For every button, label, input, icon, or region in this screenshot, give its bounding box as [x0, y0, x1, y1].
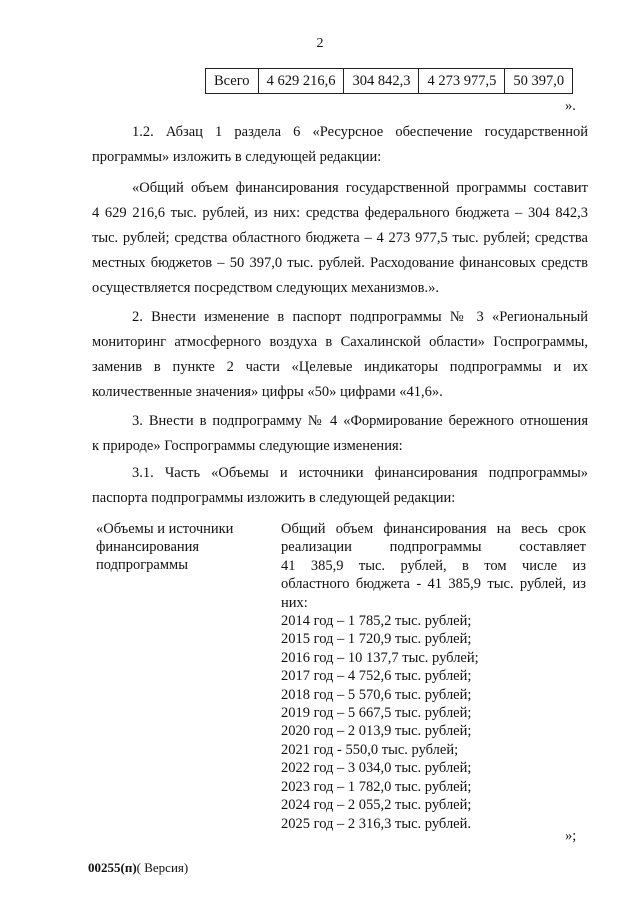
text-line: 1.2. Абзац 1 раздела 6 «Ресурсное обеспечение государственной [132, 124, 588, 140]
year-amount: 2023 год – 1 782,0 тыс. рублей; [281, 778, 472, 795]
text-line: Общий объем финансирования на весь срок [281, 521, 586, 537]
total-value: 4 629 216,6 [258, 69, 344, 94]
paragraph-3-1 [92, 461, 588, 511]
text-line: программы» изложить в следующей редакции: [92, 149, 382, 165]
year-amount: 2018 год – 5 570,6 тыс. рублей; [281, 686, 472, 703]
regional-value: 4 273 977,5 [419, 69, 505, 94]
passport-label-line: подпрограммы [96, 557, 188, 573]
document-footer [88, 860, 188, 876]
passport-label-line: «Объемы и источники [96, 521, 234, 537]
page-number: 2 [316, 36, 324, 51]
year-amount: 2021 год - 550,0 тыс. рублей; [281, 741, 459, 758]
paragraph-1-2 [92, 120, 588, 170]
text-line: количественные значения» цифры «50» цифрами «41,6». [92, 384, 443, 400]
local-value: 50 397,0 [505, 69, 573, 94]
paragraph-financing-quote [92, 176, 588, 301]
financing-intro [281, 520, 586, 612]
text-line: реализации подпрограммы составляет [281, 539, 586, 556]
text-line: 2. Внести изменение в паспорт подпрограммы № 3 «Региональный [132, 309, 588, 325]
text-line: осуществляется посредством следующих механизмов.». [92, 280, 439, 296]
text-line: к природе» Госпрограммы следующие изменения: [92, 438, 403, 454]
text-line: 4 629 216,6 тыс. рублей, из них: средства федерального бюджета – 304 842,3 [92, 205, 588, 221]
passport-right-column [281, 520, 586, 833]
text-line: 41 385,9 тыс. рублей, в том числе из [281, 557, 586, 574]
text-line: мониторинг атмосферного воздуха в Сахалинской области» Госпрограммы, [92, 334, 588, 350]
passport-left-column [96, 520, 266, 574]
document-code: 00255(п) [88, 860, 137, 875]
text-line: местных бюджетов – 50 397,0 тыс. рублей. Расходование финансовых средств [92, 255, 588, 271]
year-amount: 2024 год – 2 055,2 тыс. рублей; [281, 797, 472, 814]
year-amount: 2022 год – 3 034,0 тыс. рублей; [281, 760, 472, 777]
total-label: Всего [206, 69, 259, 94]
paragraph-3 [92, 409, 588, 459]
paragraph-2 [92, 305, 588, 405]
year-amount: 2016 год – 10 137,7 тыс. рублей; [281, 649, 479, 666]
total-table [205, 68, 573, 94]
text-line: «Общий объем финансирования государственной программы составит [132, 180, 588, 196]
year-amount: 2017 год – 4 752,6 тыс. рублей; [281, 668, 472, 685]
passport-label-line: финансирования [96, 539, 200, 555]
text-line: тыс. рублей; средства областного бюджета – 4 273 977,5 тыс. рублей; средства [92, 230, 588, 246]
table-row [206, 69, 573, 94]
text-line: паспорта подпрограммы изложить в следующей редакции: [92, 490, 456, 506]
year-amount: 2014 год – 1 785,2 тыс. рублей; [281, 613, 472, 630]
text-line: них: [281, 594, 308, 611]
text-line: заменив в пункте 2 части «Целевые индикаторы подпрограммы и их [92, 359, 588, 375]
passport-closing-quote: »; [565, 828, 577, 844]
federal-value: 304 842,3 [344, 69, 419, 94]
text-line: 3.1. Часть «Объемы и источники финансирования подпрограммы» [132, 465, 588, 481]
text-line: 3. Внести в подпрограмму № 4 «Формирование бережного отношения [132, 413, 588, 429]
text-line: областного бюджета - 41 385,9 тыс. рублей, из [281, 576, 586, 593]
year-amount: 2015 год – 1 720,9 тыс. рублей; [281, 631, 472, 648]
year-amount: 2019 год – 5 667,5 тыс. рублей; [281, 705, 472, 722]
year-amount: 2025 год – 2 316,3 тыс. рублей. [281, 815, 472, 832]
table-closing-quote: ». [565, 98, 576, 114]
year-amount: 2020 год – 2 013,9 тыс. рублей; [281, 723, 472, 740]
version-label: ( Версия) [136, 860, 189, 875]
